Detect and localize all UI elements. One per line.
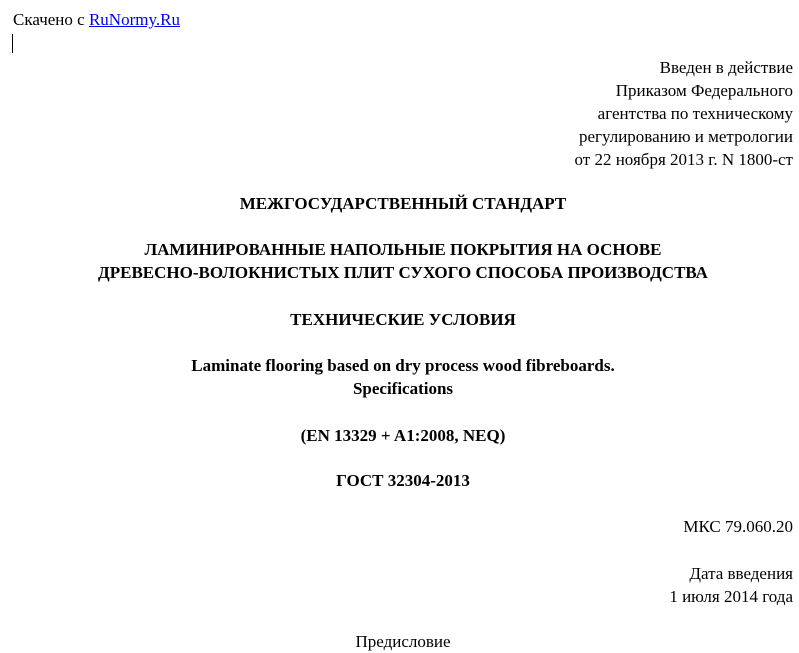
introduction-date-label: Дата введения	[689, 564, 793, 583]
international-reference: (EN 13329 + A1:2008, NEQ)	[300, 426, 506, 445]
introduction-date-value: 1 июля 2014 года	[669, 587, 793, 606]
english-title-line-1: Laminate flooring based on dry process wood fibreboards.	[191, 356, 615, 375]
download-source-prefix: Скачено с	[13, 10, 89, 29]
mks-code: МКС 79.060.20	[683, 517, 793, 536]
download-source-line	[13, 9, 180, 31]
introduction-line-1: Введен в действие	[659, 58, 793, 77]
russian-title-line-1: ЛАМИНИРОВАННЫЕ НАПОЛЬНЫЕ ПОКРЫТИЯ НА ОСНОВЕ	[144, 240, 662, 259]
gost-number: ГОСТ 32304-2013	[336, 471, 470, 490]
standard-type-heading: МЕЖГОСУДАРСТВЕННЫЙ СТАНДАРТ	[239, 194, 567, 213]
preface-heading: Предисловие	[355, 632, 451, 651]
text-cursor	[12, 34, 13, 53]
english-title	[0, 354, 799, 400]
runormy-link[interactable]: RuNormy.Ru	[88, 10, 180, 29]
introduction-line-2: Приказом Федерального	[615, 81, 793, 100]
introduction-line-4: регулированию и метрологии	[578, 127, 793, 146]
russian-title	[0, 238, 799, 284]
introduction-line-3: агентства по техническому	[597, 104, 793, 123]
introduction-line-5: от 22 ноября 2013 г. N 1800-ст	[574, 150, 793, 169]
english-title-line-2: Specifications	[352, 379, 454, 398]
russian-title-line-2: ДРЕВЕСНО-ВОЛОКНИСТЫХ ПЛИТ СУХОГО СПОСОБА ПРОИЗВОДСТВА	[98, 263, 708, 282]
russian-subtitle: ТЕХНИЧЕСКИЕ УСЛОВИЯ	[290, 310, 516, 329]
introduction-order-block	[575, 56, 794, 171]
